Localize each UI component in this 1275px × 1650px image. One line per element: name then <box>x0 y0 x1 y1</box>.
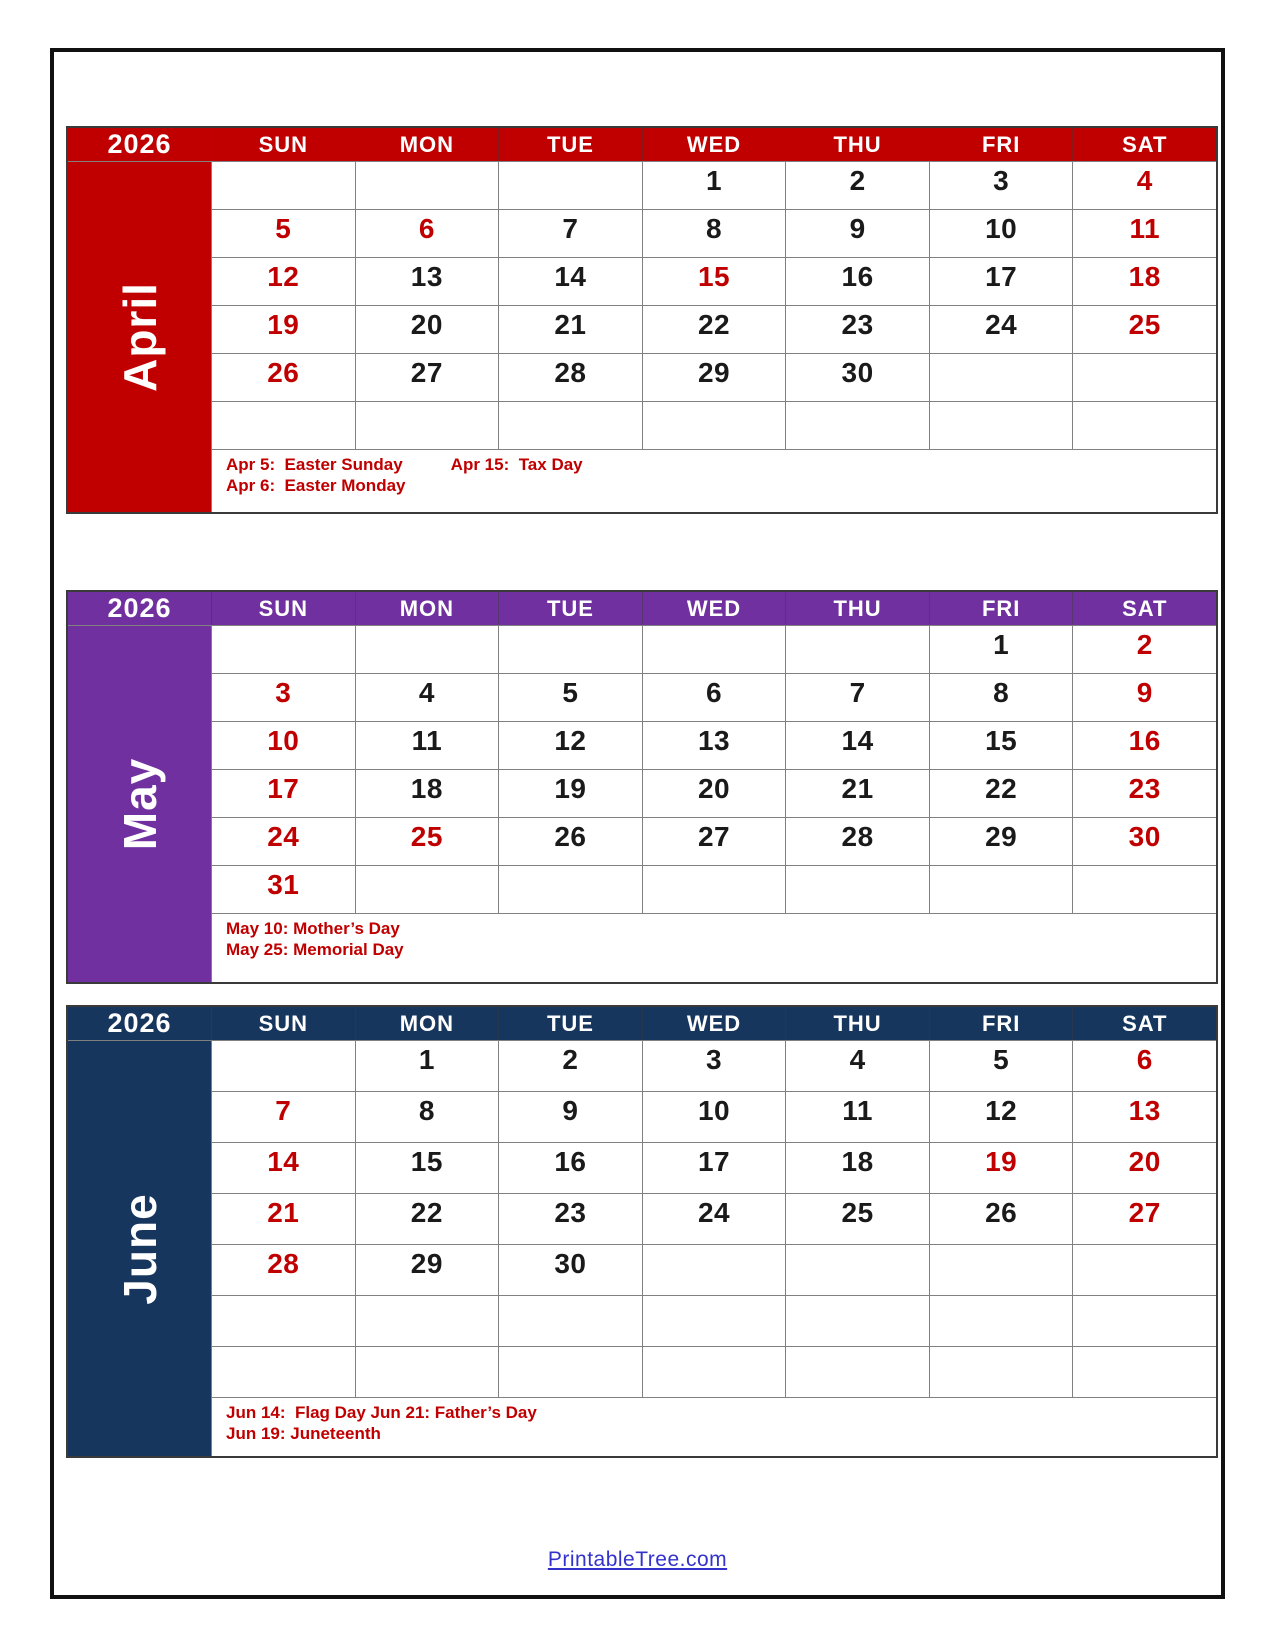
day-cell-23: 23 <box>786 306 930 354</box>
day-cell-empty <box>212 626 356 674</box>
week-row <box>212 1245 1216 1296</box>
day-cell-26: 26 <box>499 818 643 866</box>
day-cell-empty <box>643 866 787 914</box>
day-cell-5: 5 <box>930 1041 1074 1092</box>
weekday-sat: SAT <box>1122 1010 1168 1036</box>
day-cell-11: 11 <box>356 722 500 770</box>
june-sidebar <box>68 1041 212 1456</box>
june-month-label: June <box>113 1192 166 1305</box>
day-cell-27: 27 <box>356 354 500 402</box>
april-month-label: April <box>113 282 166 392</box>
day-cell-11: 11 <box>786 1092 930 1143</box>
day-cell-empty <box>499 162 643 210</box>
weekday-sun: SUN <box>212 128 356 161</box>
day-cell-empty <box>786 1245 930 1296</box>
day-cell-22: 22 <box>930 770 1074 818</box>
day-cell-3: 3 <box>930 162 1074 210</box>
day-cell-29: 29 <box>930 818 1074 866</box>
day-cell-empty <box>212 402 356 450</box>
week-row <box>212 866 1216 914</box>
day-cell-29: 29 <box>643 354 787 402</box>
day-cell-25: 25 <box>356 818 500 866</box>
day-cell-1: 1 <box>356 1041 500 1092</box>
day-cell-16: 16 <box>786 258 930 306</box>
june-header-row <box>68 1007 1216 1041</box>
day-cell-23: 23 <box>499 1194 643 1245</box>
day-cell-empty <box>1073 354 1216 402</box>
day-cell-6: 6 <box>643 674 787 722</box>
day-cell-empty <box>212 1296 356 1347</box>
may-year-label: 2026 <box>68 592 212 625</box>
holiday-note: Jun 14: Flag Day Jun 21: Father’s Day <box>226 1403 537 1422</box>
week-row <box>212 1143 1216 1194</box>
day-cell-25: 25 <box>1073 306 1216 354</box>
day-cell-17: 17 <box>212 770 356 818</box>
day-cell-24: 24 <box>930 306 1074 354</box>
weekday-fri: FRI <box>930 1007 1074 1040</box>
day-cell-9: 9 <box>1073 674 1216 722</box>
may-weekday-row <box>212 592 1216 625</box>
day-cell-1: 1 <box>930 626 1074 674</box>
day-cell-11: 11 <box>1073 210 1216 258</box>
holiday-note: May 25: Memorial Day <box>226 940 404 959</box>
day-cell-empty <box>930 1245 1074 1296</box>
day-cell-4: 4 <box>786 1041 930 1092</box>
day-cell-12: 12 <box>930 1092 1074 1143</box>
day-cell-7: 7 <box>499 210 643 258</box>
day-cell-14: 14 <box>786 722 930 770</box>
june-year-label: 2026 <box>68 1007 212 1040</box>
day-cell-5: 5 <box>212 210 356 258</box>
june-holiday-notes <box>212 1398 1216 1456</box>
week-row <box>212 258 1216 306</box>
day-cell-empty <box>786 626 930 674</box>
day-cell-10: 10 <box>643 1092 787 1143</box>
day-cell-3: 3 <box>212 674 356 722</box>
june-day-grid <box>212 1041 1216 1398</box>
day-cell-28: 28 <box>499 354 643 402</box>
day-cell-26: 26 <box>212 354 356 402</box>
day-cell-9: 9 <box>786 210 930 258</box>
may-month-label: May <box>113 757 166 851</box>
day-cell-22: 22 <box>356 1194 500 1245</box>
day-cell-13: 13 <box>643 722 787 770</box>
weekday-wed: WED <box>643 592 787 625</box>
day-cell-26: 26 <box>930 1194 1074 1245</box>
day-cell-19: 19 <box>499 770 643 818</box>
day-cell-19: 19 <box>212 306 356 354</box>
day-cell-empty <box>1073 1296 1216 1347</box>
day-cell-30: 30 <box>499 1245 643 1296</box>
day-cell-empty <box>356 402 500 450</box>
day-cell-8: 8 <box>643 210 787 258</box>
day-cell-25: 25 <box>786 1194 930 1245</box>
day-cell-empty <box>930 1296 1074 1347</box>
day-cell-empty <box>212 1041 356 1092</box>
holiday-note-line <box>226 918 1216 939</box>
day-cell-empty <box>930 1347 1074 1398</box>
day-cell-empty <box>499 402 643 450</box>
weekday-wed: WED <box>643 128 787 161</box>
june-weekday-row <box>212 1007 1216 1040</box>
day-cell-15: 15 <box>930 722 1074 770</box>
day-cell-empty <box>356 162 500 210</box>
day-cell-30: 30 <box>1073 818 1216 866</box>
week-row <box>212 674 1216 722</box>
day-cell-24: 24 <box>643 1194 787 1245</box>
week-row <box>212 1194 1216 1245</box>
footer <box>0 1548 1275 1572</box>
week-row <box>212 1347 1216 1398</box>
day-cell-empty <box>786 1347 930 1398</box>
day-cell-empty <box>786 402 930 450</box>
day-cell-22: 22 <box>643 306 787 354</box>
weekday-tue: TUE <box>499 1007 643 1040</box>
day-cell-2: 2 <box>786 162 930 210</box>
day-cell-empty <box>499 1347 643 1398</box>
day-cell-20: 20 <box>356 306 500 354</box>
day-cell-12: 12 <box>212 258 356 306</box>
weekday-wed: WED <box>643 1007 787 1040</box>
day-cell-19: 19 <box>930 1143 1074 1194</box>
week-row <box>212 626 1216 674</box>
day-cell-2: 2 <box>499 1041 643 1092</box>
day-cell-1: 1 <box>643 162 787 210</box>
day-cell-empty <box>786 1296 930 1347</box>
day-cell-4: 4 <box>356 674 500 722</box>
day-cell-2: 2 <box>1073 626 1216 674</box>
holiday-note: Apr 5: Easter Sunday <box>226 455 403 474</box>
april-weekday-row <box>212 128 1216 161</box>
week-row <box>212 722 1216 770</box>
day-cell-8: 8 <box>930 674 1074 722</box>
may-header-row <box>68 592 1216 626</box>
day-cell-empty <box>643 1296 787 1347</box>
day-cell-5: 5 <box>499 674 643 722</box>
day-cell-31: 31 <box>212 866 356 914</box>
day-cell-17: 17 <box>930 258 1074 306</box>
holiday-note-line <box>226 454 1216 475</box>
day-cell-10: 10 <box>212 722 356 770</box>
day-cell-14: 14 <box>499 258 643 306</box>
day-cell-12: 12 <box>499 722 643 770</box>
day-cell-14: 14 <box>212 1143 356 1194</box>
april-header-row <box>68 128 1216 162</box>
day-cell-18: 18 <box>786 1143 930 1194</box>
day-cell-15: 15 <box>643 258 787 306</box>
april-sidebar <box>68 162 212 512</box>
week-row <box>212 402 1216 450</box>
april-holiday-notes <box>212 450 1216 512</box>
holiday-note-line <box>226 1402 1216 1423</box>
april-year-label: 2026 <box>68 128 212 161</box>
day-cell-28: 28 <box>212 1245 356 1296</box>
week-row <box>212 210 1216 258</box>
day-cell-17: 17 <box>643 1143 787 1194</box>
weekday-thu: THU <box>786 128 930 161</box>
holiday-note-line <box>226 1423 1216 1444</box>
weekday-tue: TUE <box>499 128 643 161</box>
day-cell-empty <box>499 626 643 674</box>
calendar-april <box>66 126 1218 514</box>
day-cell-4: 4 <box>1073 162 1216 210</box>
weekday-mon: MON <box>356 128 500 161</box>
day-cell-6: 6 <box>356 210 500 258</box>
day-cell-21: 21 <box>212 1194 356 1245</box>
day-cell-empty <box>356 1296 500 1347</box>
day-cell-8: 8 <box>356 1092 500 1143</box>
day-cell-empty <box>643 402 787 450</box>
day-cell-empty <box>1073 866 1216 914</box>
holiday-note-line <box>226 475 1216 496</box>
day-cell-21: 21 <box>499 306 643 354</box>
day-cell-6: 6 <box>1073 1041 1216 1092</box>
week-row <box>212 818 1216 866</box>
day-cell-empty <box>499 1296 643 1347</box>
day-cell-27: 27 <box>1073 1194 1216 1245</box>
week-row <box>212 1296 1216 1347</box>
day-cell-empty <box>1073 1245 1216 1296</box>
weekday-thu: THU <box>786 1007 930 1040</box>
day-cell-20: 20 <box>1073 1143 1216 1194</box>
weekday-fri: FRI <box>930 128 1074 161</box>
footer-link[interactable]: PrintableTree.com <box>547 1548 728 1571</box>
weekday-thu: THU <box>786 592 930 625</box>
week-row <box>212 1041 1216 1092</box>
day-cell-empty <box>1073 1347 1216 1398</box>
week-row <box>212 306 1216 354</box>
week-row <box>212 162 1216 210</box>
calendar-june <box>66 1005 1218 1458</box>
day-cell-15: 15 <box>356 1143 500 1194</box>
day-cell-16: 16 <box>499 1143 643 1194</box>
day-cell-empty <box>643 1347 787 1398</box>
day-cell-28: 28 <box>786 818 930 866</box>
day-cell-empty <box>930 354 1074 402</box>
weekday-sun: SUN <box>212 1007 356 1040</box>
day-cell-empty <box>1073 402 1216 450</box>
day-cell-empty <box>786 866 930 914</box>
may-day-grid <box>212 626 1216 914</box>
week-row <box>212 354 1216 402</box>
holiday-note-line <box>226 939 1216 960</box>
day-cell-9: 9 <box>499 1092 643 1143</box>
day-cell-24: 24 <box>212 818 356 866</box>
april-day-grid <box>212 162 1216 450</box>
day-cell-13: 13 <box>1073 1092 1216 1143</box>
day-cell-empty <box>499 866 643 914</box>
day-cell-21: 21 <box>786 770 930 818</box>
day-cell-3: 3 <box>643 1041 787 1092</box>
holiday-note: May 10: Mother’s Day <box>226 919 400 938</box>
weekday-mon: MON <box>356 1007 500 1040</box>
day-cell-empty <box>643 1245 787 1296</box>
day-cell-16: 16 <box>1073 722 1216 770</box>
day-cell-empty <box>930 402 1074 450</box>
day-cell-27: 27 <box>643 818 787 866</box>
weekday-fri: FRI <box>930 592 1074 625</box>
day-cell-empty <box>212 1347 356 1398</box>
calendar-may <box>66 590 1218 984</box>
day-cell-18: 18 <box>356 770 500 818</box>
day-cell-empty <box>643 626 787 674</box>
weekday-mon: MON <box>356 592 500 625</box>
week-row <box>212 770 1216 818</box>
day-cell-20: 20 <box>643 770 787 818</box>
week-row <box>212 1092 1216 1143</box>
day-cell-23: 23 <box>1073 770 1216 818</box>
weekday-tue: TUE <box>499 592 643 625</box>
weekday-sat: SAT <box>1122 595 1168 621</box>
day-cell-empty <box>212 162 356 210</box>
day-cell-7: 7 <box>786 674 930 722</box>
may-holiday-notes <box>212 914 1216 982</box>
day-cell-13: 13 <box>356 258 500 306</box>
may-sidebar <box>68 626 212 982</box>
day-cell-empty <box>356 866 500 914</box>
day-cell-empty <box>356 1347 500 1398</box>
day-cell-7: 7 <box>212 1092 356 1143</box>
weekday-sat: SAT <box>1122 131 1168 157</box>
day-cell-29: 29 <box>356 1245 500 1296</box>
holiday-note: Apr 15: Tax Day <box>450 455 583 474</box>
holiday-note: Apr 6: Easter Monday <box>226 476 406 495</box>
weekday-sun: SUN <box>212 592 356 625</box>
holiday-note: Jun 19: Juneteenth <box>226 1424 381 1443</box>
day-cell-empty <box>356 626 500 674</box>
day-cell-10: 10 <box>930 210 1074 258</box>
day-cell-18: 18 <box>1073 258 1216 306</box>
day-cell-30: 30 <box>786 354 930 402</box>
day-cell-empty <box>930 866 1074 914</box>
